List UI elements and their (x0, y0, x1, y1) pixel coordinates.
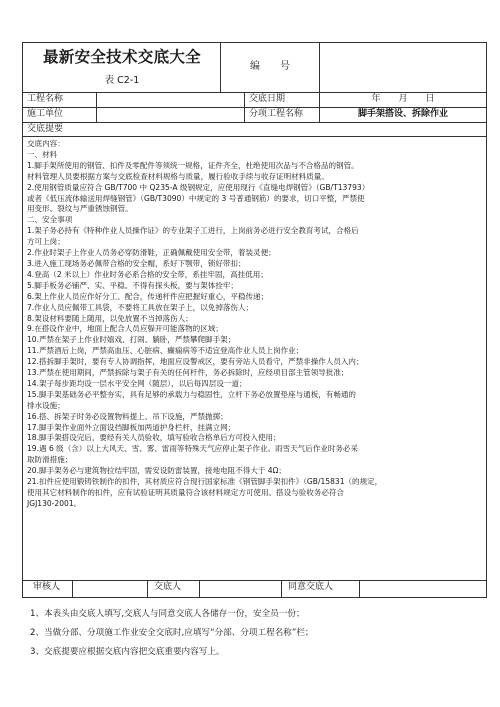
content-line: 20.脚手架务必与建筑物拉结牢固，需安设防雷装置，接地电阻不得大于 4Ω； (27, 466, 286, 476)
project-name-label-cell (23, 93, 97, 107)
date-label: 交底日期 (249, 94, 286, 104)
table-code: 表 C2-1 (104, 75, 140, 86)
summary-cell (23, 123, 486, 136)
content-body (27, 139, 480, 510)
receiver-label-cell (282, 581, 360, 597)
content-line: 材料管理人员要根据方案与交底检查材料规格与质量，履行验收手续与收存证明材料质量。 (27, 171, 329, 181)
content-line: 13.严禁在使用期间，严禁拆除与架子有关的任何杆件，务必拆除时，应经项目部主管领导批准； (27, 368, 349, 378)
date-label-cell (245, 93, 320, 107)
subproject-label-cell (245, 108, 320, 122)
number-label-cell (221, 43, 320, 92)
content-heading: 交底内容： (27, 139, 65, 148)
header-row (23, 43, 486, 93)
receiver-value (360, 581, 486, 597)
discloser-label-cell (148, 581, 200, 597)
content-line: 6.架上作业人员应作好分工、配合，传递杆件应把握好重心，平稳传递； (27, 291, 269, 301)
content-line: 使用其它材料制作的扣件，应有试验证明其质量符合该材料规定方可使用。搭设与验收务必符合 (27, 488, 344, 497)
number-label: 编 号 (250, 61, 290, 72)
footnote: 1、本表头由交底人填写,交底人与同意交底人各储存一份，安全员一份； (30, 609, 305, 619)
content-line: 4.登高（2 米以上）作业时务必系合格的安全带，系挂牢固，高挂低用； (27, 269, 268, 279)
discloser-label: 交底人 (154, 582, 182, 592)
receiver-label: 同意交底人 (288, 582, 334, 592)
content-line: 16.搭、拆架子时务必设置物料提上、吊下设施，严禁抛掷； (27, 411, 228, 421)
summary-row (23, 123, 486, 137)
content-line: 二、安全事项 (27, 215, 73, 225)
unit-value (97, 108, 245, 122)
unit-row (23, 108, 486, 123)
content-line: 方可上岗； (27, 237, 65, 247)
disclosure-form (22, 42, 487, 598)
discloser-value (200, 581, 282, 597)
unit-label-cell (23, 108, 97, 122)
summary-label: 交底提要 (27, 124, 64, 134)
reviewer-label: 审核人 (33, 582, 61, 592)
number-value-cell (320, 43, 486, 92)
content-line: 1.脚手架所使用的钢管、扣件及零配件等须统一规格，证件齐全，杜绝使用次品与不合格品的钢管。 (27, 160, 359, 170)
subproject-value: 脚手架搭设、拆除作业 (357, 109, 448, 119)
content-line: 2.作业时架子上作业人员务必穿防滑鞋，正确佩戴使用安全带，着装灵便； (27, 248, 276, 258)
title-cell (23, 43, 221, 92)
project-row (23, 93, 486, 108)
content-line: 12.搭拆脚手架时，要有专人协调指挥，地面应设警戒区，要有旁站人员看守，严禁非操作人员入内； (27, 357, 364, 367)
page-title: 最新安全技术交底大全 (42, 48, 201, 66)
date-value: 年 月 日 (371, 94, 435, 104)
signature-row (23, 581, 486, 597)
content-line: 14.架子每步距均设一层水平安全网（随层），以后每四层设一道； (27, 378, 247, 388)
reviewer-value (73, 581, 148, 597)
content-line: 取防滑措施； (27, 455, 73, 465)
content-line: 10.严禁在架子上作业时嬉戏、打闹、躺卧，严禁攀爬脚手架； (27, 335, 236, 345)
content-line: 或者《低压流体输送用焊缝钢管》（GB/T3090）中规定的 3 号普通钢筋）的要求，切口平整，严禁使 (27, 193, 365, 203)
content-line: 19.遇 6 级（含）以上大风天、雪、雾、雷雨等特殊天气应停止架子作业。雨雪天气后作业时务必采 (27, 444, 359, 454)
content-line: 一、材料 (27, 149, 58, 159)
content-line: 8.架设材料要随上随用，以免放置不当掉落伤人； (27, 313, 193, 323)
footnotes (30, 605, 485, 662)
content-line: 15.脚手架基础务必平整夯实，具有足够的承载力与稳固性，立杆下务必放置垫座与通板，有畅通的 (27, 389, 356, 399)
content-line: 排水设施； (27, 400, 65, 410)
footnote: 3、交底提要应根据交底内容把交底重要内容写上。 (30, 647, 225, 657)
subproject-value-cell (320, 108, 486, 122)
content-line: 11.严禁酒后上岗，严禁高血压、心脏病、癫痫病等不适宜登高作业人员上岗作业； (27, 346, 304, 356)
content-line: 2.使用钢管质量应符合 GB/T700 中 Q235-A 级钢规定，应使用现行《直缝电焊钢管》（GB/T13793） (27, 182, 370, 192)
content-line: 17.脚手架作业面外立面设挡脚板加两道护身栏杆，挂满立网； (27, 422, 236, 432)
footnote: 2、当做分部、分项施工作业安全交底时,应填写“分部、分项工程名称”栏； (30, 628, 314, 638)
project-name-label: 工程名称 (27, 94, 64, 104)
content-line: 21.扣件应使用锻铸铁制作的扣件，其材质应符合现行国家标准《钢管脚手架扣件》（GB/15831（的规定， (27, 477, 383, 487)
project-name-value (97, 93, 245, 107)
content-line: 1.架子务必持有《特种作业人员操作证》的专业架子工进行，上岗前务必进行安全教育考试，合格后 (27, 226, 359, 236)
reviewer-label-cell (23, 581, 73, 597)
content-line: JGJ130-2001。 (27, 498, 82, 508)
content-line: 7.作业人员应佩带工具袋，不要将工具放在架子上，以免掉落伤人； (27, 302, 254, 312)
subproject-label: 分项工程名称 (249, 109, 304, 119)
unit-label: 施工单位 (27, 109, 64, 119)
content-line: 9.在搭设作业中，地面上配合人员应躲开可能落物的区域； (27, 324, 223, 334)
content-row (23, 137, 486, 581)
content-line: 5.脚手板务必铺严、实、平稳。不得有探头板，要与架体拴牢； (27, 280, 238, 290)
date-value-cell (320, 93, 486, 107)
content-line: 用变形、裂纹与严重锈蚀钢管。 (27, 204, 133, 214)
content-line: 3.进入施工现场务必佩带合格的安全帽，系好下颚带，锁好带扣； (27, 258, 246, 268)
content-line: 18.脚手架搭设完后，要经有关人员验收，填写验收合格单后方可投入使用； (27, 433, 281, 443)
